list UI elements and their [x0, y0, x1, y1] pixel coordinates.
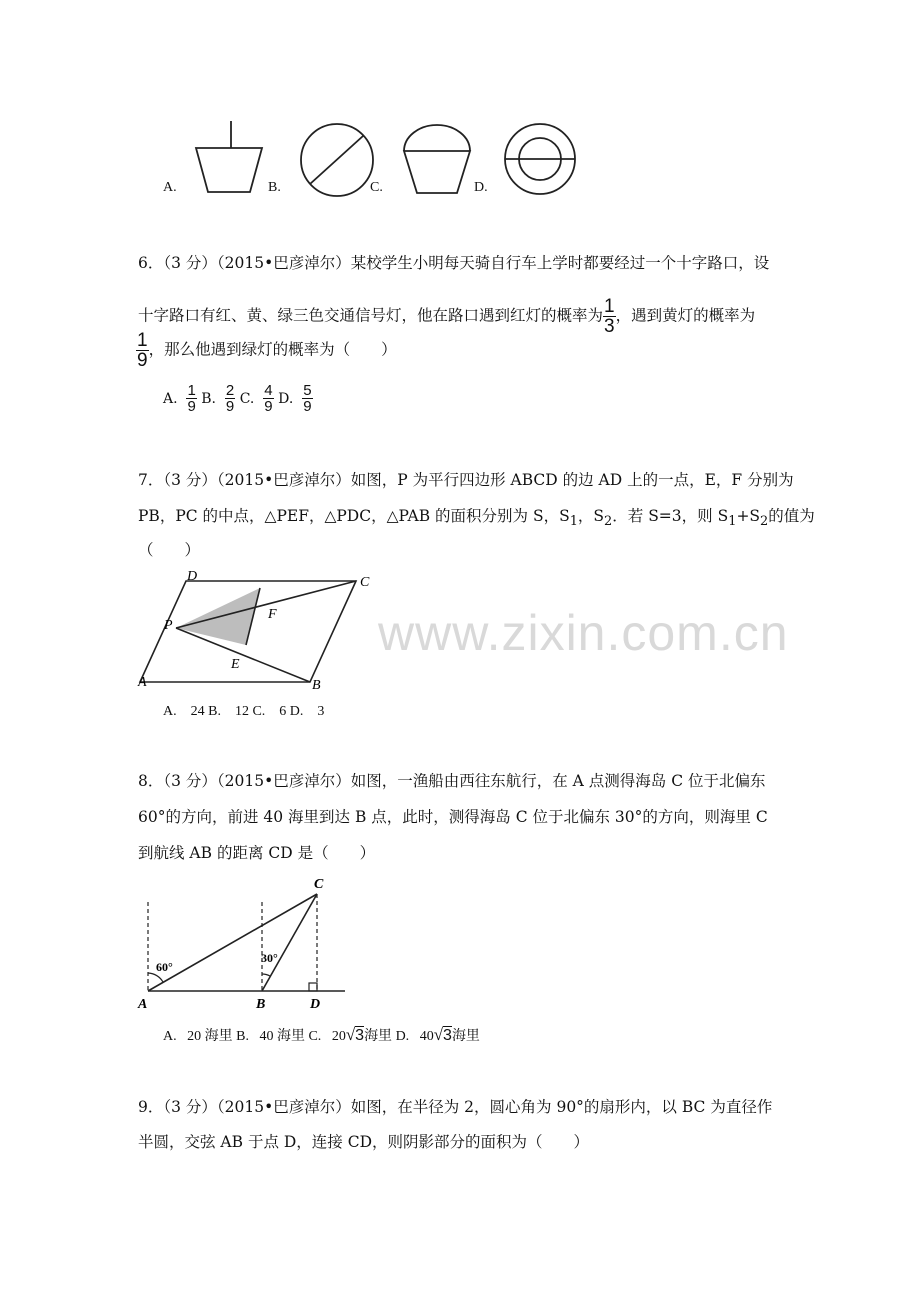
- q6-fraction-red-num: 1: [604, 296, 615, 317]
- q7-label-e: E: [231, 657, 240, 672]
- q8-navigation-figure: [130, 870, 360, 1020]
- q8-options: [163, 1025, 480, 1045]
- q7-parallelogram-figure: [130, 565, 380, 695]
- q6-option-a[interactable]: [163, 382, 197, 415]
- q8-option-c-radical-icon: √: [345, 1025, 356, 1044]
- q6-option-c[interactable]: [239, 382, 274, 415]
- q8-option-a[interactable]: [163, 1029, 233, 1044]
- q8-label-c: C: [314, 877, 324, 892]
- q7-line-2-mid2: ．若 S=3，则 S: [612, 507, 729, 525]
- q8-option-a-text: 20 海里: [187, 1029, 233, 1044]
- q7-sub-2: 2: [604, 514, 613, 530]
- q7-label-b: B: [312, 678, 321, 693]
- q7-sub-1: 1: [569, 514, 578, 530]
- q8-option-c-label: C.: [308, 1029, 322, 1044]
- q6-option-b-num: 2: [225, 382, 235, 399]
- q8-line-1: 8．（3 分）（2015•巴彦淖尔）如图，一渔船由西往东航行，在 A 点测得海岛 C 位于北偏东: [138, 772, 766, 790]
- q8-option-d-coef: 40: [419, 1029, 434, 1044]
- q5-option-c-label[interactable]: C.: [370, 180, 383, 195]
- q6-line-3-post: ，那么他遇到绿灯的概率为（ ）: [148, 340, 397, 359]
- q6-option-b-den: 9: [225, 398, 235, 415]
- q7-label-p: P: [164, 618, 173, 633]
- watermark: www.zixin.com.cn: [378, 605, 789, 661]
- q7-line-1: 7．（3 分）（2015•巴彦淖尔）如图，P 为平行四边形 ABCD 的边 AD 上的一点，E，F 分别为: [138, 471, 794, 489]
- q7-line-2-mid: ，S: [577, 507, 605, 525]
- q6-fraction-red: [603, 297, 616, 336]
- q6-option-a-label: A.: [163, 390, 178, 407]
- q7-label-d: D: [187, 569, 198, 584]
- q5-shape-c: [397, 120, 477, 196]
- q8-option-a-label: A.: [163, 1029, 177, 1044]
- q8-line-2: 60°的方向，前进 40 海里到达 B 点，此时，测得海岛 C 位于北偏东 30°的方向，则海里 C: [138, 808, 768, 826]
- q7-line-2-pre: PB，PC 的中点，△PEF，△PDC，△PAB 的面积分别为 S，S: [138, 507, 570, 525]
- q8-option-c-radicand: 3: [355, 1027, 365, 1044]
- q7-label-f: F: [268, 607, 277, 622]
- q5-shape-a: [190, 118, 270, 194]
- q6-option-d-num: 5: [303, 382, 312, 399]
- q8-option-c-coef: 20: [331, 1029, 346, 1044]
- q7-label-c: C: [360, 575, 370, 590]
- q5-option-d-label[interactable]: D.: [474, 180, 488, 195]
- q6-line-2-post: ，遇到黄灯的概率为: [615, 306, 756, 325]
- q6-option-d-label: D.: [278, 390, 294, 407]
- q6-option-c-den: 9: [264, 398, 273, 415]
- q6-option-a-num: 1: [187, 382, 196, 399]
- q8-option-b-text: 40 海里: [259, 1029, 305, 1044]
- q7-line-2-post: 的值为: [768, 507, 815, 525]
- q6-option-c-fraction: [263, 383, 273, 414]
- q5-shape-b: [297, 122, 381, 200]
- q6-option-c-num: 4: [264, 382, 273, 399]
- q6-option-d[interactable]: [278, 382, 312, 415]
- q8-option-b-label: B.: [236, 1029, 249, 1044]
- q6-line-1: 6．（3 分）（2015•巴彦淖尔）某校学生小明每天骑自行车上学时都要经过一个十字路口，设: [138, 254, 770, 272]
- q8-label-d: D: [310, 997, 321, 1012]
- q8-option-c-unit: 海里: [364, 1029, 393, 1044]
- q5-shape-d: [503, 122, 581, 198]
- q8-option-d-radicand: 3: [443, 1027, 452, 1044]
- q7-sub-3: 1: [728, 514, 737, 530]
- q9-line-2: 半圆，交弦 AB 于点 D，连接 CD，则阴影部分的面积为（ ）: [138, 1133, 590, 1151]
- q8-option-d-radical-icon: √: [433, 1025, 444, 1044]
- q6-fraction-red-den: 3: [604, 316, 615, 337]
- q8-option-c[interactable]: [308, 1025, 393, 1044]
- q6-line-2-pre: 十字路口有红、黄、绿三色交通信号灯，他在路口遇到红灯的概率为: [138, 306, 604, 325]
- q8-option-d-label: D.: [395, 1029, 410, 1044]
- q6-option-a-fraction: [186, 383, 196, 414]
- q5-option-b-label[interactable]: B.: [268, 180, 281, 195]
- q7-label-a: A: [138, 675, 147, 690]
- q8-option-b[interactable]: [236, 1029, 305, 1044]
- q5-option-a-label[interactable]: A.: [163, 180, 177, 195]
- q6-fraction-yellow: [136, 331, 149, 370]
- q8-angle-60: 60°: [156, 960, 173, 974]
- q7-line-3: （ ）: [138, 541, 201, 559]
- q6-option-b-fraction: [225, 383, 235, 414]
- q7-line-2: [138, 506, 815, 532]
- q6-option-b[interactable]: [201, 382, 235, 415]
- q6-option-d-fraction: [302, 383, 312, 414]
- q6-option-d-den: 9: [303, 398, 312, 415]
- q6-line-3: [136, 331, 397, 370]
- q7-line-2-mid3: +S: [736, 507, 761, 525]
- q8-option-d-unit: 海里: [451, 1029, 480, 1044]
- q6-fraction-yellow-den: 9: [137, 350, 148, 371]
- q8-option-d[interactable]: [395, 1025, 480, 1044]
- q7-sub-4: 2: [760, 514, 769, 530]
- q8-label-a: A: [138, 997, 148, 1012]
- q8-line-3: 到航线 AB 的距离 CD 是（ ）: [138, 844, 376, 862]
- q7-options[interactable]: A. 24 B. 12 C. 6 D. 3: [163, 704, 325, 719]
- q6-options: [163, 383, 313, 414]
- q6-option-c-label: C.: [239, 390, 255, 407]
- q8-angle-30: 30°: [261, 951, 278, 965]
- q8-label-b: B: [256, 997, 266, 1012]
- q9-line-1: 9．（3 分）（2015•巴彦淖尔）如图，在半径为 2，圆心角为 90°的扇形内，以 BC 为直径作: [138, 1098, 773, 1116]
- q6-option-b-label: B.: [201, 390, 217, 407]
- q6-fraction-yellow-num: 1: [137, 330, 148, 351]
- q6-option-a-den: 9: [187, 398, 196, 415]
